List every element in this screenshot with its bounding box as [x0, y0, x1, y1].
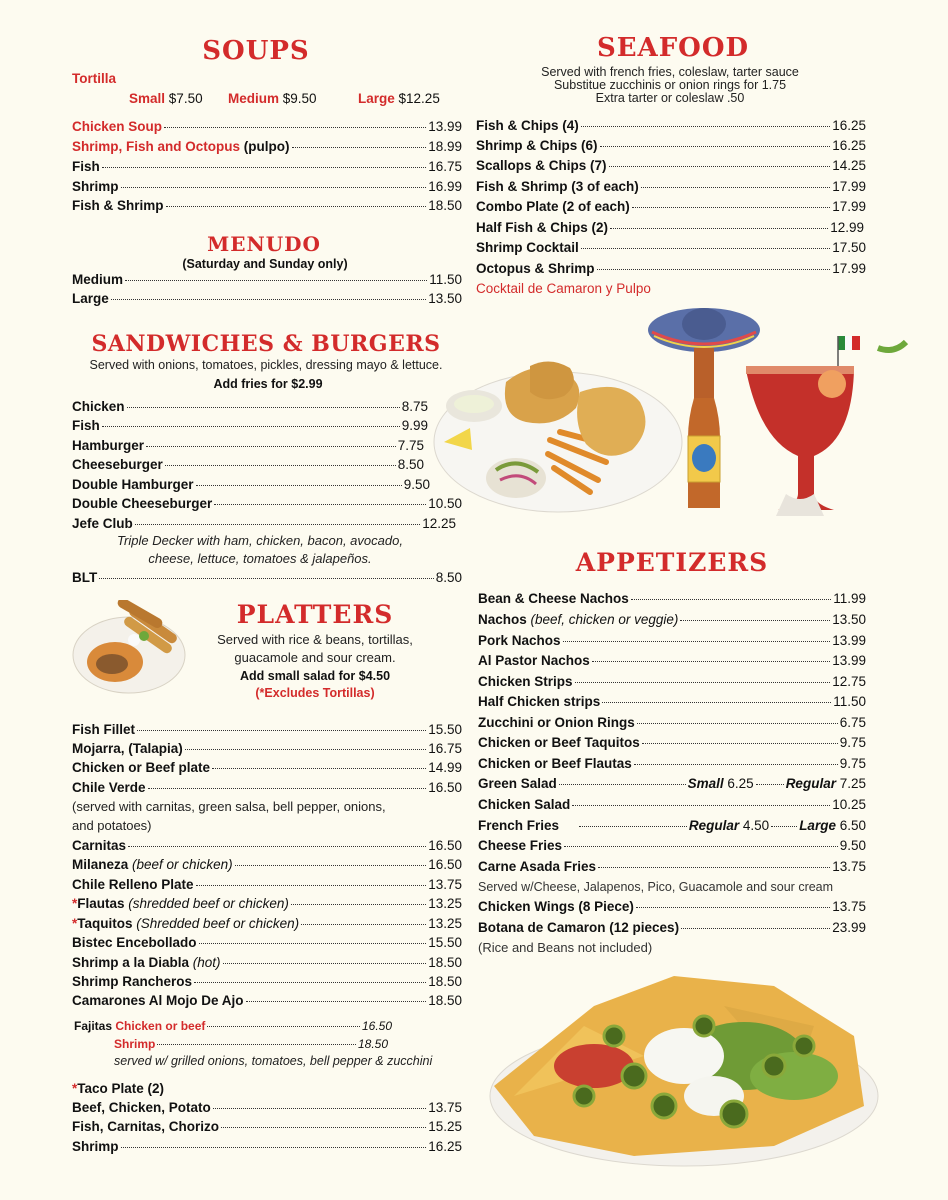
appetizer-item: Pork Nachos 13.99: [478, 633, 866, 648]
soup-item: Fish 16.75: [72, 159, 462, 174]
chile-verde-desc: (served with carnitas, green salsa, bell pepper, onions,: [72, 799, 386, 814]
seafood-item: Fish & Shrimp (3 of each) 17.99: [476, 179, 866, 194]
menudo-item: Large 13.50: [72, 291, 462, 306]
menudo-note: (Saturday and Sunday only): [182, 257, 348, 271]
cocktail-camaron-label: Cocktail de Camaron y Pulpo: [476, 281, 651, 296]
appetizer-item: Half Chicken strips 11.50: [478, 694, 866, 709]
seafood-item: Octopus & Shrimp 17.99: [476, 261, 866, 276]
taco-item: Beef, Chicken, Potato 13.75: [72, 1100, 462, 1115]
seafood-title: SEAFOOD: [596, 33, 750, 63]
seafood-note: Served with french fries, coleslaw, tarter sauce: [541, 65, 799, 79]
appetizer-item: Nachos (beef, chicken or veggie) 13.50: [478, 612, 866, 627]
seafood-item: Shrimp & Chips (6) 16.25: [476, 138, 866, 153]
appetizers-title: APPETIZERS: [575, 548, 769, 577]
appetizer-item: Cheese Fries 9.50: [478, 838, 866, 853]
michelada-cocktail-image: [738, 330, 918, 530]
chile-verde-desc: and potatoes): [72, 818, 152, 833]
platters-note: Served with rice & beans, tortillas,: [217, 632, 413, 647]
platter-item: Shrimp Rancheros 18.50: [72, 974, 462, 989]
seafood-item: Half Fish & Chips (2) 12.99: [476, 220, 864, 235]
platter-item: Shrimp a la Diabla (hot) 18.50: [72, 955, 462, 970]
sandwich-item: Fish 9.99: [72, 418, 428, 433]
add-fries-note: Add fries for $2.99: [213, 377, 323, 391]
platter-item: Milaneza (beef or chicken) 16.50: [72, 857, 462, 872]
platter-item: Chicken or Beef plate 14.99: [72, 760, 462, 775]
appetizer-item: Botana de Camaron (12 pieces) 23.99: [478, 920, 866, 935]
soup-item: Shrimp 16.99: [72, 179, 462, 194]
sandwich-item: Cheeseburger 8.50: [72, 457, 424, 472]
seafood-note: Extra tarter or coleslaw .50: [595, 91, 745, 105]
flautas-platter-image: [70, 600, 188, 696]
add-salad-note: Add small salad for $4.50: [239, 669, 391, 683]
fajitas-shrimp-row: Shrimp 18.50: [114, 1037, 388, 1051]
sandwiches-title: SANDWICHES & BURGERS: [91, 331, 441, 357]
fajitas-desc: served w/ grilled onions, tomatoes, bell pepper & zucchini: [114, 1054, 433, 1068]
tortilla-large: Large $12.25: [358, 91, 440, 106]
appetizer-item: Zucchini or Onion Rings 6.75: [478, 715, 866, 730]
soup-item: Shrimp, Fish and Octopus (pulpo) 18.99: [72, 139, 462, 154]
soup-item: Fish & Shrimp 18.50: [72, 198, 462, 213]
appetizer-item: Chicken Wings (8 Piece) 13.75: [478, 899, 866, 914]
platter-item: Chile Verde 16.50: [72, 780, 462, 795]
carne-asada-desc: Served w/Cheese, Jalapenos, Pico, Guacamole and sour cream: [478, 880, 834, 894]
platter-item: Chile Relleno Plate 13.75: [72, 877, 462, 892]
sandwiches-note: Served with onions, tomatoes, pickles, dressing mayo & lettuce.: [89, 358, 443, 372]
platter-item: *Taquitos (Shredded beef or chicken) 13.25: [72, 916, 462, 931]
seafood-item: Combo Plate (2 of each) 17.99: [476, 199, 866, 214]
taco-item: Fish, Carnitas, Chorizo 15.25: [72, 1119, 462, 1134]
sandwich-item: Double Cheeseburger 10.50: [72, 496, 462, 511]
sandwich-item: Hamburger 7.75: [72, 438, 424, 453]
appetizer-item: Al Pastor Nachos 13.99: [478, 653, 866, 668]
seafood-item: Shrimp Cocktail 17.50: [476, 240, 866, 255]
taco-item: Shrimp 16.25: [72, 1139, 462, 1154]
jefe-club-desc: cheese, lettuce, tomatoes & jalapeños.: [148, 551, 372, 566]
soups-title: SOUPS: [202, 36, 310, 66]
seafood-item: Scallops & Chips (7) 14.25: [476, 158, 866, 173]
french-fries-row: French Fries Regular 4.50 Large 6.50: [478, 818, 866, 833]
sandwich-item: Chicken 8.75: [72, 399, 428, 414]
appetizer-item: Chicken or Beef Flautas 9.75: [478, 756, 866, 771]
green-salad-row: Green Salad Small 6.25 Regular 7.25: [478, 776, 866, 791]
tortilla-label: Tortilla: [72, 71, 117, 86]
menudo-item: Medium 11.50: [72, 272, 462, 287]
tortilla-small: Small $7.50: [129, 91, 203, 106]
rice-beans-note: (Rice and Beans not included): [478, 940, 653, 955]
platter-item: Camarones Al Mojo De Ajo 18.50: [72, 993, 462, 1008]
fajitas-chicken-row: Fajitas Chicken or beef 16.50: [74, 1019, 392, 1033]
appetizer-item: Carne Asada Fries 13.75: [478, 859, 866, 874]
excludes-tortillas-note: (*Excludes Tortillas): [255, 686, 375, 700]
sandwich-item: BLT 8.50: [72, 570, 462, 585]
sandwich-item: Double Hamburger 9.50: [72, 477, 430, 492]
menudo-title: MENUDO: [207, 232, 321, 256]
jefe-club-desc: Triple Decker with ham, chicken, bacon, avocado,: [117, 533, 403, 548]
seafood-item: Fish & Chips (4) 16.25: [476, 118, 866, 133]
chicken-salad-row: Chicken Salad 10.25: [478, 797, 866, 812]
platter-item: Fish Fillet 15.50: [72, 722, 462, 737]
sandwich-item: Jefe Club 12.25: [72, 516, 456, 531]
platters-note: guacamole and sour cream.: [234, 650, 396, 665]
soup-item: Chicken Soup 13.99: [72, 119, 462, 134]
appetizer-item: Chicken or Beef Taquitos 9.75: [478, 735, 866, 750]
nachos-plate-image: [474, 966, 884, 1176]
platter-item: Mojarra, (Talapia) 16.75: [72, 741, 462, 756]
platter-item: Carnitas 16.50: [72, 838, 462, 853]
platters-title: PLATTERS: [236, 600, 394, 629]
platter-item: *Flautas (shredded beef or chicken) 13.25: [72, 896, 462, 911]
appetizer-item: Bean & Cheese Nachos 11.99: [478, 591, 866, 606]
platter-item: Bistec Encebollado 15.50: [72, 935, 462, 950]
seafood-note: Substitue zucchinis or onion rings for 1.75: [553, 78, 787, 92]
appetizer-item: Chicken Strips 12.75: [478, 674, 866, 689]
taco-plate-label: *Taco Plate (2): [72, 1081, 165, 1096]
tortilla-medium: Medium $9.50: [228, 91, 317, 106]
